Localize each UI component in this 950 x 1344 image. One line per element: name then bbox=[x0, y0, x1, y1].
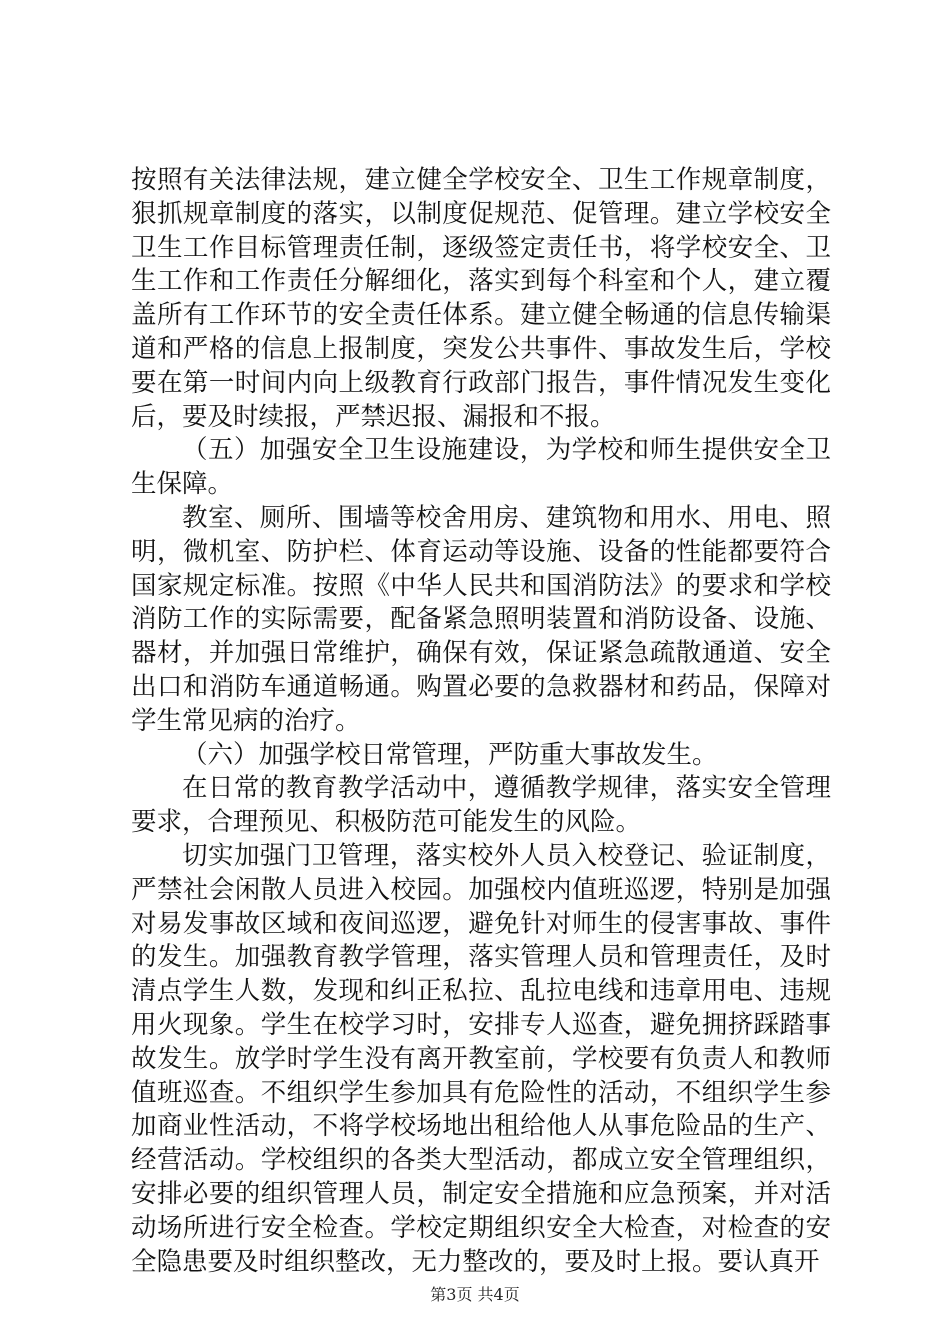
paragraph-facilities: 教室、厕所、围墙等校舍用房、建筑物和用水、用电、照明，微机室、防护栏、体育运动等设施、设备的性能都要符合国家规定标准。按照《中华人民共和国消防法》的要求和学校消防工作的实际需要，配备紧急照明装置和消防设备、设施、器材，并加强日常维护，确保有效，保证紧急疏散通道、安全出口和消防车通道畅通。购置必要的急救器材和药品，保障对学生常见病的治疗。 bbox=[131, 502, 831, 736]
heading-section-6: （六）加强学校日常管理，严防重大事故发生。 bbox=[182, 739, 718, 770]
paragraph-daily-teaching: 在日常的教育教学活动中，遵循教学规律，落实安全管理要求，合理预见、积极防范可能发生的风险。 bbox=[131, 773, 831, 838]
document-body bbox=[131, 164, 831, 1279]
paragraph-safety-rules: 按照有关法律法规，建立健全学校安全、卫生工作规章制度，狠抓规章制度的落实，以制度促规范、促管理。建立学校安全卫生工作目标管理责任制，逐级签定责任书，将学校安全、卫生工作和工作责任分解细化，落实到每个科室和个人，建立覆盖所有工作环节的安全责任体系。建立健全畅通的信息传输渠道和严格的信息上报制度，突发公共事件、事故发生后，学校要在第一时间内向上级教育行政部门报告，事件情况发生变化后，要及时续报，严禁迟报、漏报和不报。 bbox=[131, 165, 831, 432]
page-number-footer: 第3页 共4页 bbox=[430, 1285, 520, 1304]
heading-section-5: （五）加强安全卫生设施建设，为学校和师生提供安全卫生保障。 bbox=[131, 435, 831, 500]
paragraph-gate-management: 切实加强门卫管理，落实校外人员入校登记、验证制度，严禁社会闲散人员进入校园。加强校内值班巡逻，特别是加强对易发事故区域和夜间巡逻，避免针对师生的侵害事故、事件的发生。加强教育教学管理，落实管理人员和管理责任，及时清点学生人数，发现和纠正私拉、乱拉电线和违章用电、违规用火现象。学生在校学习时，安排专人巡查，避免拥挤踩踏事故发生。放学时学生没有离开教室前，学校要有负责人和教师值班巡查。不组织学生参加具有危险性的活动，不组织学生参加商业性活动，不将学校场地出租给他人从事危险品的生产、经营活动。学校组织的各类大型活动，都成立安全管理组织，安排必要的组织管理人员，制定安全措施和应急预案，并对活动场所进行安全检查。学校定期组织安全大检查，对检查的安全隐患要及时组织整改，无力整改的，要及时上报。要认真开 bbox=[131, 840, 831, 1277]
